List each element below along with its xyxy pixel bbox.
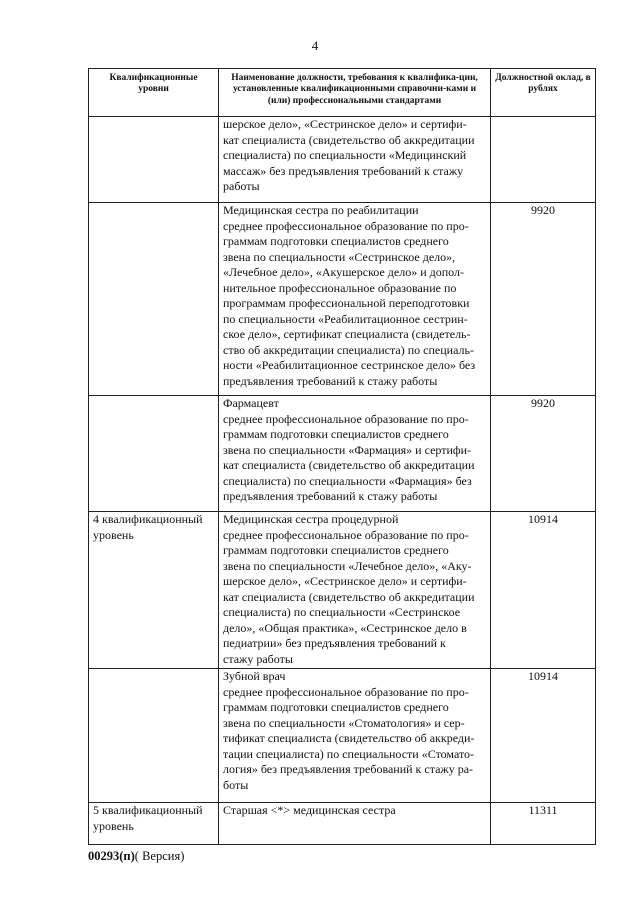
position-cell	[219, 203, 491, 396]
salary-cell: 9920	[491, 203, 596, 396]
table-row	[89, 803, 596, 845]
header-levels: Квалификационные уровни	[89, 69, 219, 117]
position-cell	[219, 396, 491, 512]
level-cell	[89, 203, 219, 396]
document-code	[88, 849, 184, 864]
table-row	[89, 669, 596, 803]
position-title: Медицинская сестра процедурной	[223, 512, 399, 526]
level-cell: 5 квалификационный уровень	[89, 803, 219, 845]
header-position-requirements: Наименование должности, требования к квалифика-ции, установленные квалификационными справочни-ками и (или) профессиональными стандартами	[219, 69, 491, 117]
level-cell	[89, 669, 219, 803]
position-title: Фармацевт	[223, 396, 279, 410]
salary-cell	[491, 117, 596, 203]
header-salary: Должностной оклад, в рублях	[491, 69, 596, 117]
document-number: 00293(п)	[88, 849, 135, 863]
page-number: 4	[311, 38, 319, 53]
position-cell	[219, 669, 491, 803]
salary-cell: 10914	[491, 669, 596, 803]
table-header-row	[89, 69, 596, 117]
table-row	[89, 512, 596, 669]
table-row	[89, 203, 596, 396]
position-requirements: среднее профессиональное образование по про- граммам подготовки специалистов среднего звена по специальности «Сестринское дело», «Лечебное дело», «Акушерское дело» и допол- нительное профессиональное образование по программам профессиональной переподготовки по специальности «Реабилитационное сестрин- ское дело», сертификат специалиста (свидетель- ство об аккредитации специалиста) по специаль- ности «Реабилитационное сестринское дело» без предъявления требований к стажу работы	[223, 218, 476, 388]
salary-cell: 9920	[491, 396, 596, 512]
salary-cell: 10914	[491, 512, 596, 669]
qualification-table	[88, 68, 596, 845]
position-cell	[219, 117, 491, 203]
position-cell	[219, 803, 491, 845]
position-requirements: среднее профессиональное образование по про- граммам подготовки специалистов среднего звена по специальности «Лечебное дело», «Аку- шерское дело», «Сестринское дело» и сертифи- кат специалиста (свидетельство об аккредитации специалиста) по специальности «Сестринское дело», «Общая практика», «Сестринское дело в педиатрии» без предъявления требований к стажу работы	[223, 527, 475, 666]
level-cell: 4 квалификационный уровень	[89, 512, 219, 669]
table-row	[89, 117, 596, 203]
level-cell	[89, 396, 219, 512]
position-title: Зубной врач	[223, 669, 286, 683]
position-requirements: среднее профессиональное образование по про- граммам подготовки специалистов среднего звена по специальности «Фармация» и сертифи- кат специалиста (свидетельство об аккредитации специалиста) по специальности «Фармация» без предъявления требований к стажу работы	[223, 411, 475, 503]
position-title: Старшая <*> медицинская сестра	[223, 803, 396, 817]
level-cell	[89, 117, 219, 203]
position-cell	[219, 512, 491, 669]
document-version: ( Версия)	[134, 849, 185, 863]
position-requirements: шерское дело», «Сестринское дело» и сертифи- кат специалиста (свидетельство об аккредитации специалиста) по специальности «Медицинский массаж» без предъявления требований к стажу работы	[223, 117, 475, 193]
position-title: Медицинская сестра по реабилитации	[223, 203, 419, 217]
table-row	[89, 396, 596, 512]
salary-cell: 11311	[491, 803, 596, 845]
position-requirements: среднее профессиональное образование по про- граммам подготовки специалистов среднего звена по специальности «Стоматология» и сер- тификат специалиста (свидетельство об аккреди- тации специалиста) по специальности «Стомато- логия» без предъявления требований к стажу ра- боты	[223, 684, 475, 792]
